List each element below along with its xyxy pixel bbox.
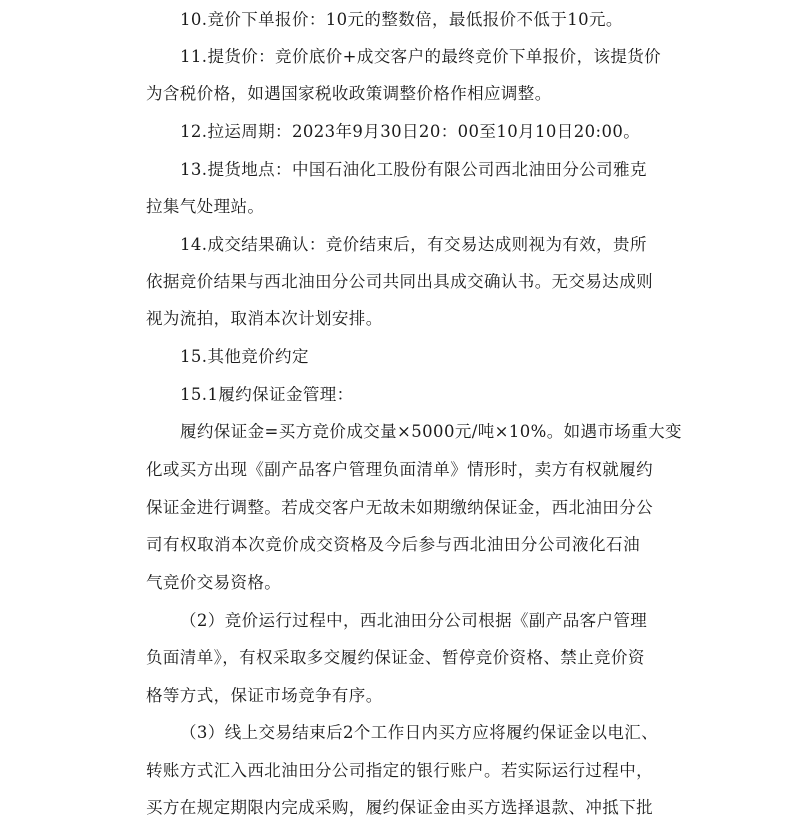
clause-15-heading: 15.其他竞价约定: [180, 347, 309, 366]
clause-14-line-2: 依据竞价结果与西北油田分公司共同出具成交确认书。无交易达成则: [146, 272, 653, 291]
clause-14-line-3: 视为流拍，取消本次计划安排。: [146, 309, 383, 328]
item-2-line-2: 负面清单》，有权采取多交履约保证金、暂停竞价资格、禁止竞价资: [146, 648, 645, 667]
clause-14-line-1: 14.成交结果确认：竞价结束后，有交易达成则视为有效，贵所: [180, 235, 647, 254]
clause-12-line-1: 12.拉运周期：2023年9月30日20：00至10月10日20:00。: [180, 122, 641, 141]
item-3-line-2: 转账方式汇入西北油田分公司指定的银行账户。若实际运行过程中，: [146, 761, 653, 780]
item-2-line-1: （2）竞价运行过程中，西北油田分公司根据《副产品客户管理: [180, 611, 648, 630]
deposit-para-line-1: 履约保证金=买方竞价成交量×5000元/吨×10%。如遇市场重大变: [180, 422, 682, 441]
deposit-para-line-3: 保证金进行调整。若成交客户无故未如期缴纳保证金，西北油田分公: [146, 498, 653, 517]
item-2-line-3: 格等方式，保证市场竞争有序。: [146, 686, 383, 705]
deposit-para-line-5: 气竞价交易资格。: [146, 573, 282, 592]
item-3-line-1: （3）线上交易结束后2个工作日内买方应将履约保证金以电汇、: [180, 723, 659, 742]
clause-10-line-1: 10.竞价下单报价：10元的整数倍，最低报价不低于10元。: [180, 10, 623, 29]
deposit-para-line-4: 司有权取消本次竞价成交资格及今后参与西北油田分公司液化石油: [146, 535, 640, 554]
item-3-line-3: 买方在规定期限内完成采购，履约保证金由买方选择退款、冲抵下批: [146, 798, 653, 817]
clause-11-line-1: 11.提货价：竞价底价+成交客户的最终竞价下单报价，该提货价: [180, 47, 662, 66]
clause-15-1-heading: 15.1履约保证金管理：: [180, 385, 354, 404]
clause-13-line-2: 拉集气处理站。: [146, 197, 265, 216]
deposit-para-line-2: 化或买方出现《副产品客户管理负面清单》情形时，卖方有权就履约: [146, 460, 653, 479]
clause-11-line-2: 为含税价格，如遇国家税收政策调整价格作相应调整。: [146, 84, 552, 103]
clause-13-line-1: 13.提货地点：中国石油化工股份有限公司西北油田分公司雅克: [180, 160, 647, 179]
